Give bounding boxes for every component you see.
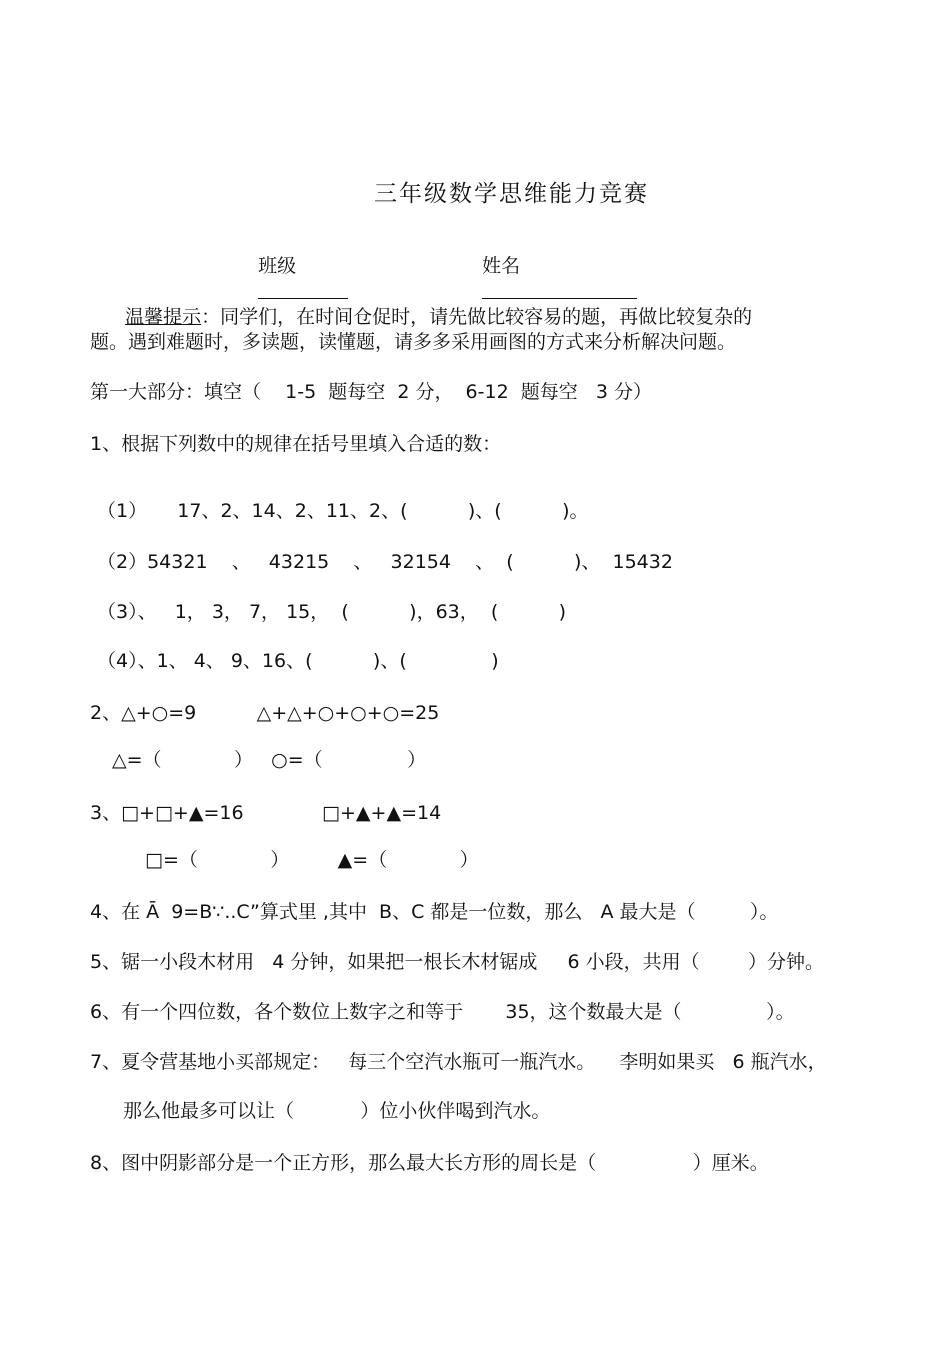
class-label: 班级 bbox=[258, 255, 297, 277]
tip-line-2: 题。遇到难题时，多读题，读懂题，请多多采用画图的方式来分析解决问题。 bbox=[90, 331, 737, 353]
question-3-line-1: 3、□+□+▲=16 □+▲+▲=14 bbox=[90, 802, 442, 824]
question-1-stem: 1、根据下列数中的规律在括号里填入合适的数： bbox=[90, 433, 502, 455]
question-6: 6、有一个四位数，各个数位上数字之和等于 35，这个数最大是（ ）。 bbox=[90, 1001, 795, 1023]
question-4: 4、在 Ā 9=B∵..C”算式里 ,其中 B、C 都是一位数，那么 A 最大是（ ）。 bbox=[90, 901, 779, 923]
question-1-item-4: （4）、1、 4、 9、16、( )、( ) bbox=[97, 650, 499, 672]
question-8: 8、图中阴影部分是一个正方形，那么最大长方形的周长是（ ）厘米。 bbox=[90, 1152, 769, 1174]
section-heading: 第一大部分：填空（ 1-5 题每空 2 分， 6-12 题每空 3 分） bbox=[90, 381, 653, 403]
question-3-line-2: □=（ ） ▲=（ ） bbox=[145, 849, 479, 871]
question-1-item-2: （2）54321 、 43215 、 32154 、 ( )、 15432 bbox=[97, 551, 673, 573]
question-5: 5、锯一小段木材用 4 分钟，如果把一根长木材锯成 6 小段，共用（ ）分钟。 bbox=[90, 951, 824, 973]
question-2-line-2: △=（ ） ○=（ ） bbox=[112, 749, 427, 771]
question-7-line-1: 7、夏令营基地小买部规定： 每三个空汽水瓶可一瓶汽水。 李明如果买 6 瓶汽水， bbox=[90, 1051, 827, 1073]
tip-label: 温馨提示 bbox=[125, 306, 202, 328]
question-1-item-1: （1） 17、2、14、2、11、2、( )、( )。 bbox=[97, 500, 589, 522]
question-7-line-2: 那么他最多可以让（ ）位小伙伴喝到汽水。 bbox=[123, 1100, 551, 1122]
name-label: 姓名 bbox=[482, 255, 521, 277]
question-2-line-1: 2、△+○=9 △+△+○+○+○=25 bbox=[90, 702, 440, 724]
tip-line-1 bbox=[113, 281, 752, 329]
page-title: 三年级数学思维能力竞赛 bbox=[374, 181, 649, 207]
tip-text-1: ：同学们，在时间仓促时，请先做比较容易的题，再做比较复杂的 bbox=[201, 306, 753, 328]
question-1-item-3: （3）、 1， 3， 7， 15， ( )，63， ( ) bbox=[97, 601, 567, 623]
